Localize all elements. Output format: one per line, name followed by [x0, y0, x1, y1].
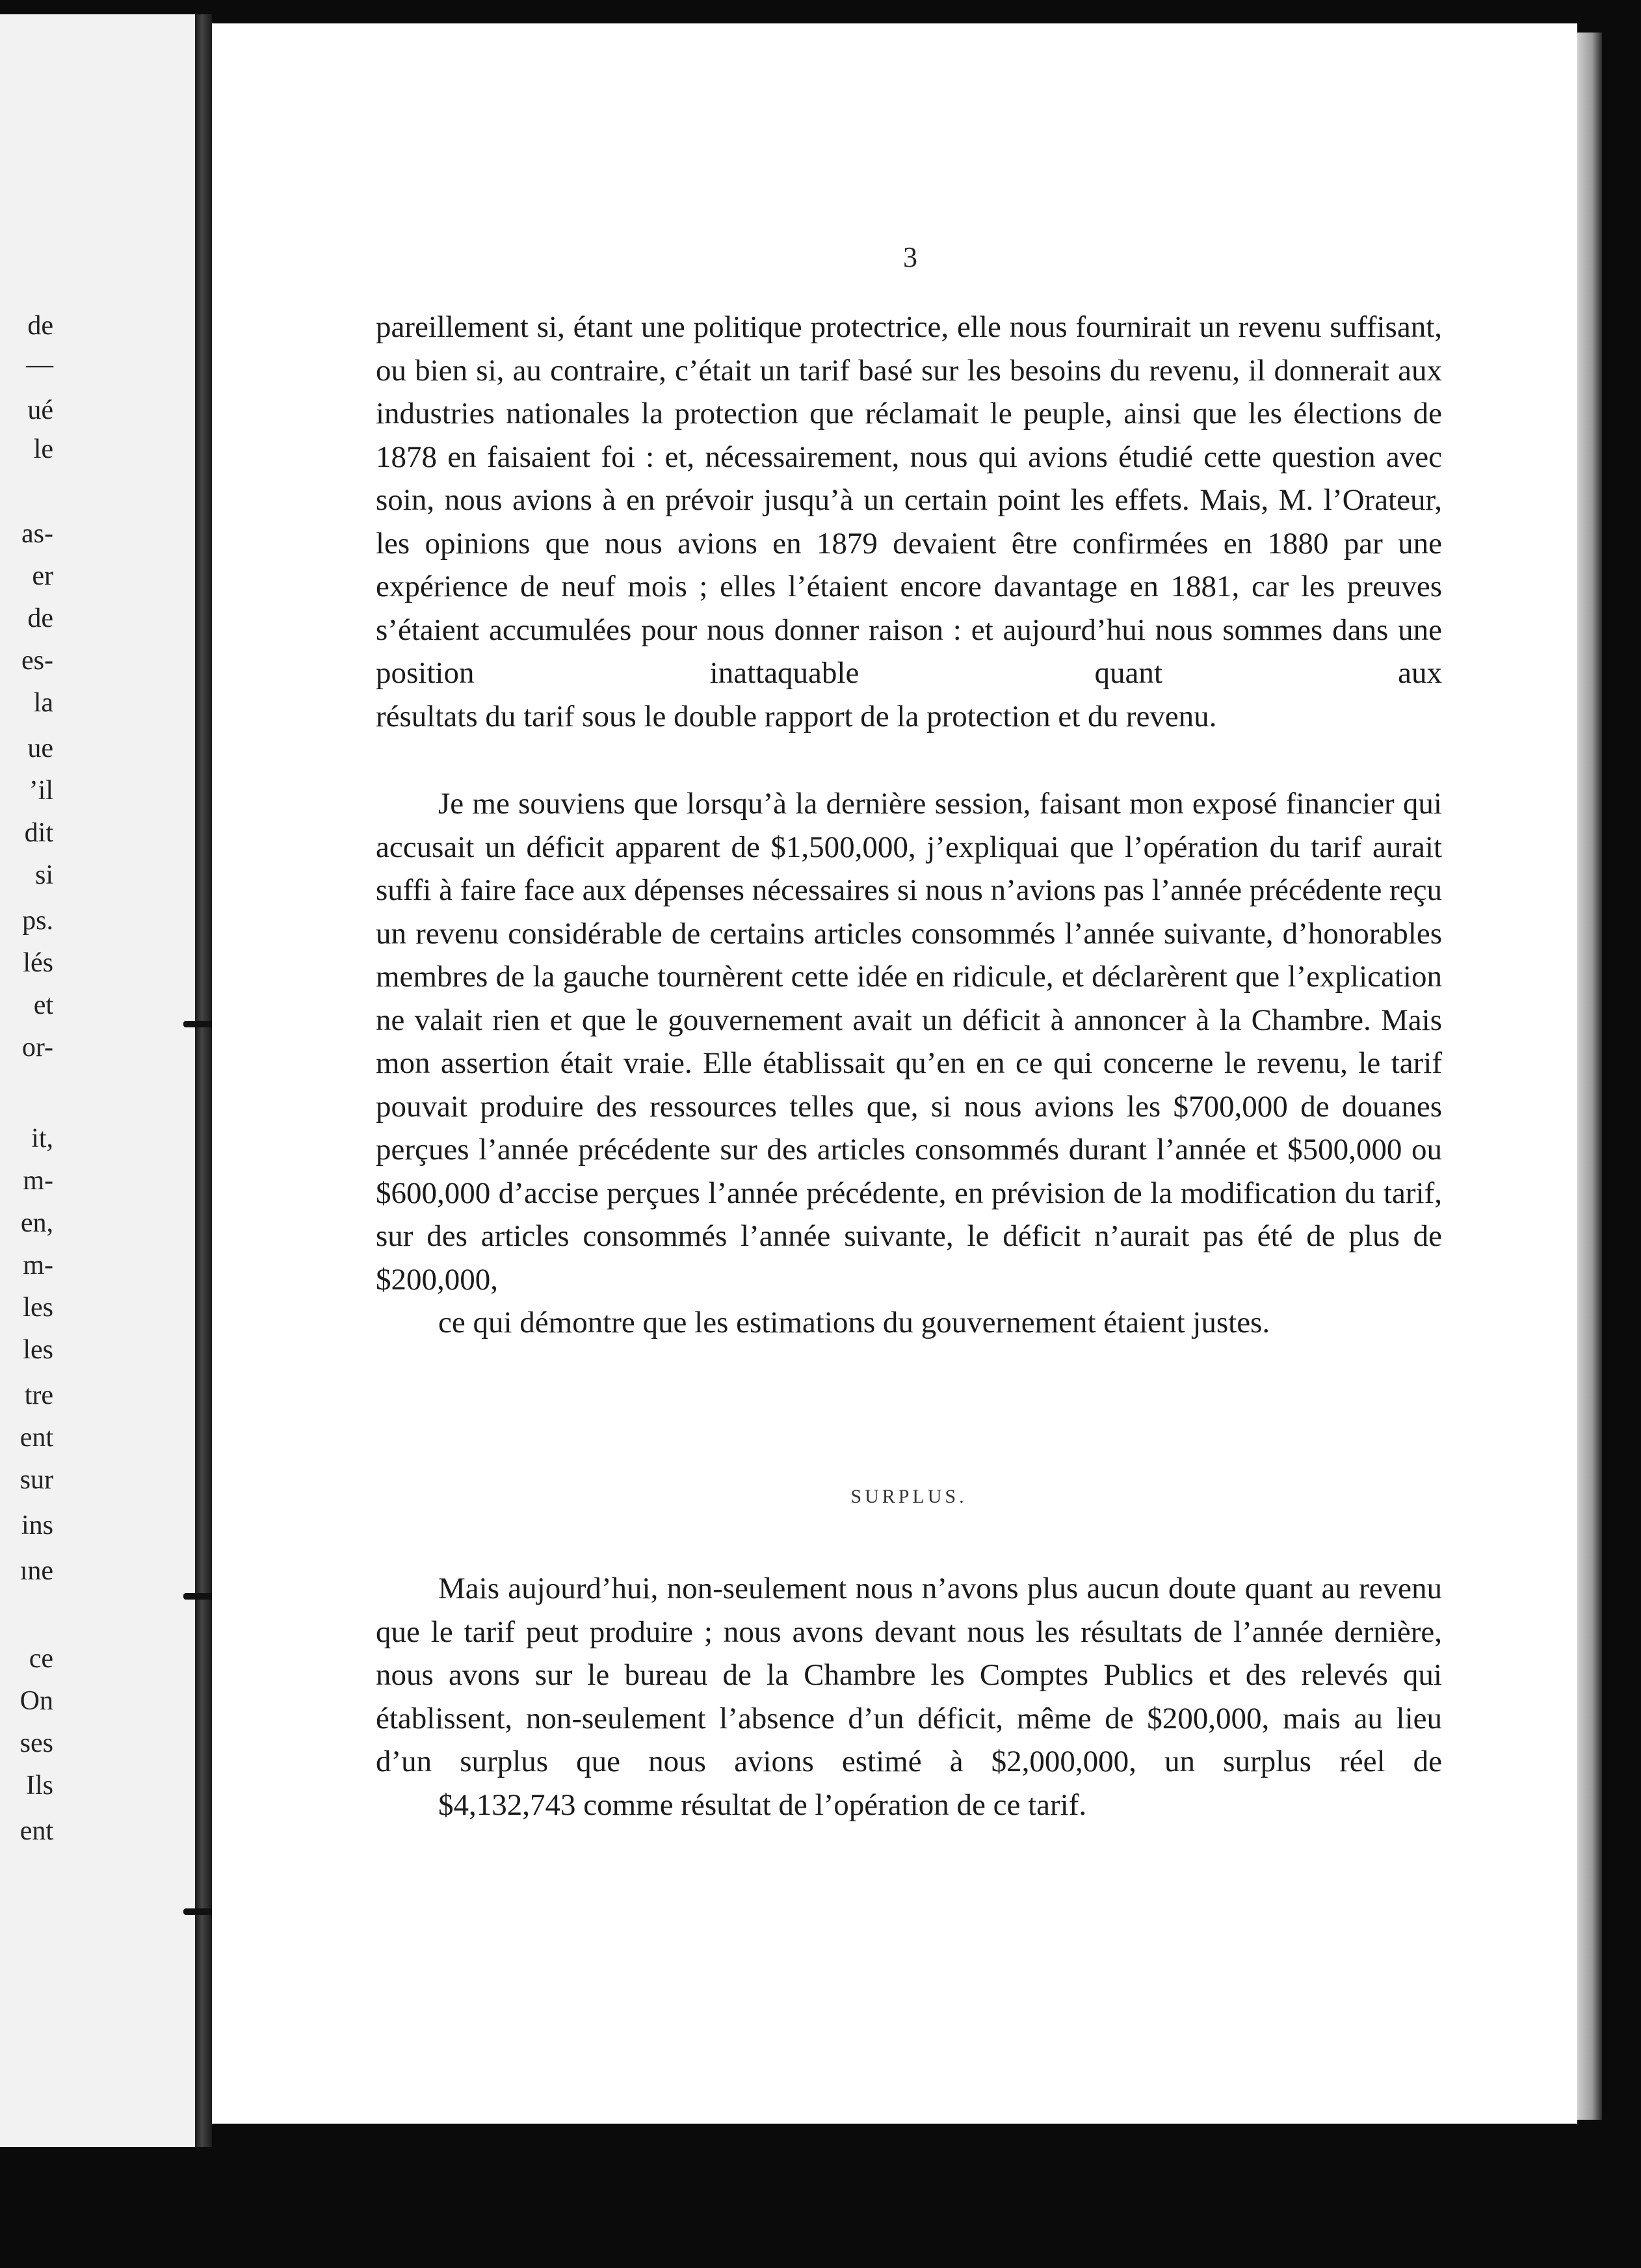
left-page-fragment: et: [33, 990, 53, 1020]
paragraph-text: Je me souviens que lorsqu’à la dernière session, faisant mon exposé financier qui accusait un déficit apparent de $1,500,000, j’expliquai que l’opération du tarif aurait suffi à faire face aux dépenses nécessaires si nous n’avions pas l’année précédente reçu un revenu considérable de certains articles consommés l’année suivante, d’honorables membres de la gauche tournèrent cette idée en ridicule, et déclarèrent que l’explication ne valait rien et que le gouvernement avait un déficit à annoncer à la Chambre. Mais mon assertion était vraie. Elle établissait qu’en en ce qui concerne le revenu, le tarif pouvait produire des ressources telles que, si nous avions les $700,000 de douanes perçues l’année précédente sur des articles consommés durant l’année et $500,000 ou $600,000 d’accise perçues l’année précédente, en prévision de la modification du tarif, sur des articles consommés l’année suivante, le déficit n’aurait pas été de plus de $200,000,: [376, 787, 1442, 1297]
left-page-fragment: er: [32, 561, 53, 591]
left-page-fragment: lés: [23, 948, 53, 978]
left-page-fragment: ue: [27, 733, 53, 763]
left-page-fragment: ce: [29, 1644, 53, 1674]
paragraph-text: pareillement si, étant une politique protectrice, elle nous fournirait un revenu suffisant, ou bien si, au contraire, c’était un tarif basé sur les besoins du revenu, il donnerait aux industries nationales la protection que réclamait le peuple, ainsi que les élections de 1878 en faisaient foi : et, nécessairement, nous qui avions étudié cette question avec soin, nous avions à en prévoir jusqu’à un certain point les effets. Mais, M. l’Orateur, les opinions que nous avions en 1879 devaient être confirmées en 1880 par une expérience de neuf mois ; elles l’étaient encore davantage en 1881, car les preuves s’étaient accumulées pour nous donner raison : et aujourd’hui nous sommes dans une position inattaquable quant aux: [376, 310, 1442, 690]
left-page-fragment: es-: [21, 646, 53, 676]
left-page-fragment: it,: [31, 1124, 53, 1154]
left-page-fragment: ps.: [22, 906, 53, 936]
left-page-fragment: de: [27, 311, 53, 341]
paragraph-continuation: [376, 306, 1442, 738]
left-page-fragment: en,: [20, 1208, 53, 1238]
left-page-fragment: ué: [27, 395, 53, 425]
paragraph-last-line: résultats du tarif sous le double rapport de la protection et du revenu.: [376, 699, 1217, 733]
left-page-fragment: de: [27, 603, 53, 633]
left-page-fragment: as-: [21, 519, 53, 549]
paragraph-last-line: ce qui démontre que les estimations du gouvernement étaient justes.: [438, 1306, 1270, 1339]
left-page-fragment: tre: [24, 1380, 53, 1410]
left-page-fragment: le: [33, 434, 53, 464]
paragraph-last-line: $4,132,743 comme résultat de l’opération de ce tarif.: [438, 1787, 1087, 1822]
book-gutter: [195, 14, 212, 2147]
left-page-fragment: les: [23, 1335, 53, 1365]
page-number: 3: [903, 241, 917, 273]
left-page-fragment: ins: [21, 1510, 53, 1540]
left-page-fragment: sur: [20, 1465, 53, 1495]
left-page-fragment: la: [33, 688, 53, 718]
left-page-fragment: si: [34, 860, 53, 890]
page-edge: [1577, 33, 1602, 2120]
left-page-fragment: ıne: [20, 1556, 53, 1586]
left-page-fragment: ent: [20, 1816, 53, 1846]
left-page-fragment: ses: [20, 1728, 53, 1758]
paragraph-surplus: [376, 1567, 1442, 1826]
left-page-fragment: Ils: [26, 1771, 53, 1800]
left-page-fragment: m-: [23, 1166, 53, 1196]
left-page-fragment: ’il: [29, 776, 53, 806]
left-page-fragment: —: [26, 350, 53, 380]
left-page-fragment: ent: [20, 1423, 53, 1453]
left-page-fragment: dit: [24, 818, 53, 848]
left-page-fragment: m-: [23, 1250, 53, 1280]
section-heading: SURPLUS.: [850, 1486, 967, 1507]
paragraph-deficit: [376, 782, 1442, 1345]
paragraph-text: Mais aujourd’hui, non-seulement nous n’avons plus aucun doute quant au revenu que le tarif peut produire ; nous avons devant nous les résultats de l’année dernière, nous avons sur le bureau de la Chambre les Comptes Publics et des relevés qui établissent, non-seulement l’absence d’un déficit, même de $200,000, mais au lieu d’un surplus que nous avions estimé à $2,000,000, un surplus réel de: [376, 1572, 1442, 1778]
left-page-fragment: les: [23, 1293, 53, 1323]
left-page-fragment: On: [20, 1686, 53, 1716]
left-page-fragment: or-: [21, 1033, 53, 1062]
